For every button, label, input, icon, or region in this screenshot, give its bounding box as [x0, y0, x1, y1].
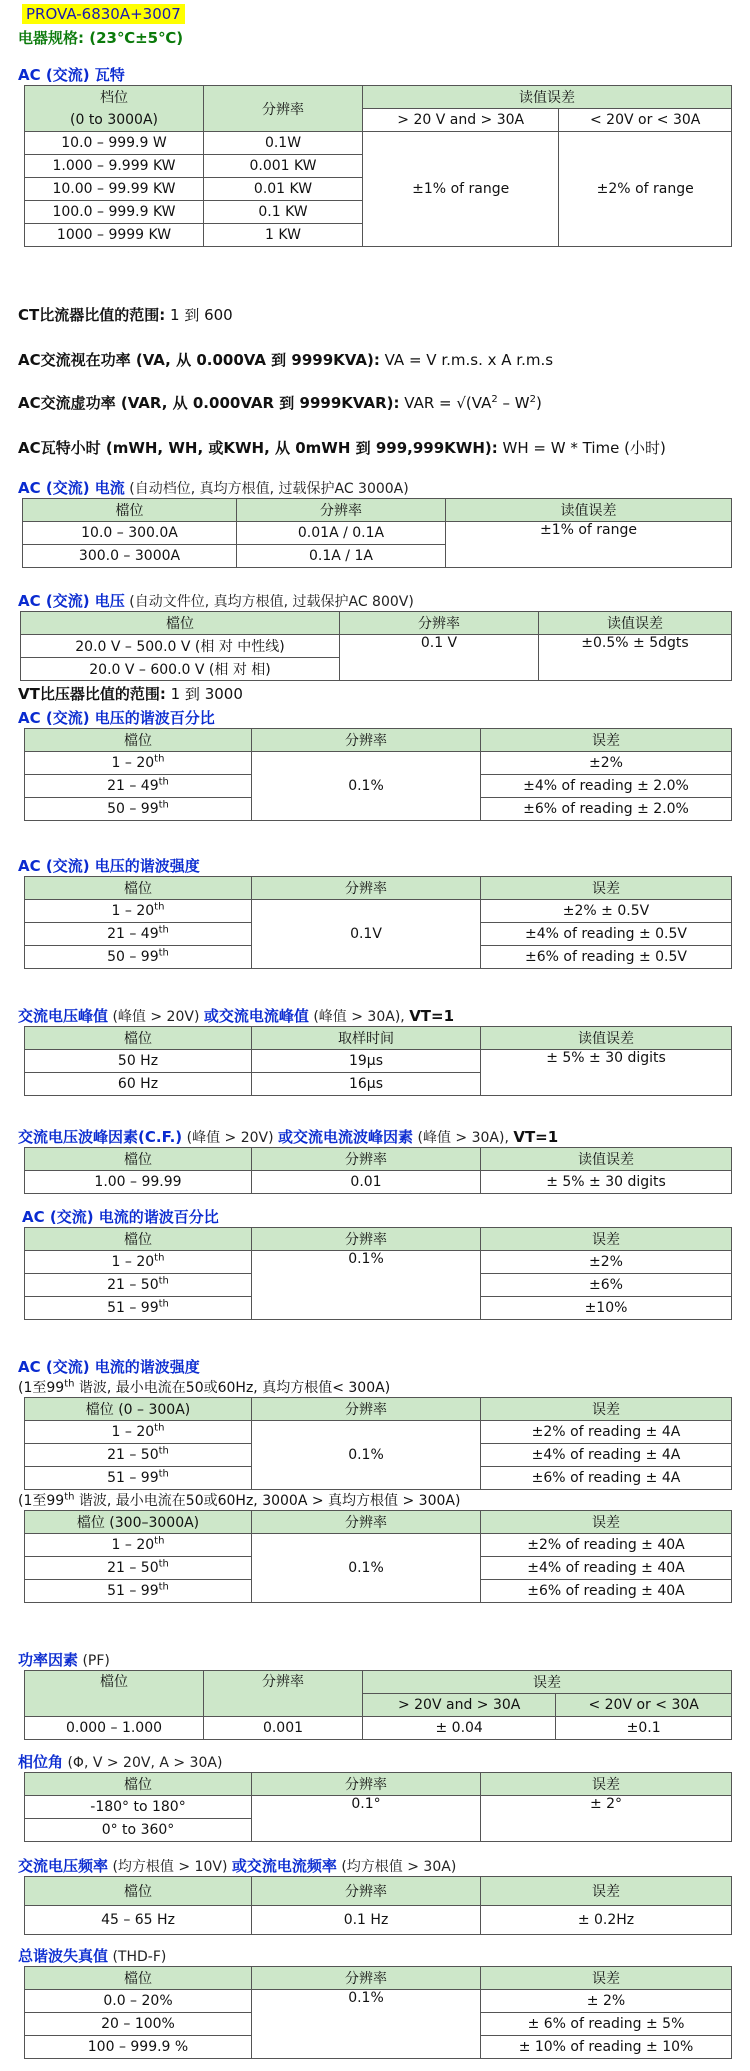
table-cell: ± 6% of reading ± 5%: [481, 2013, 732, 2036]
section-heading: AC (交流) 电流的谐波百分比: [22, 1208, 219, 1226]
col-accuracy: 误差: [481, 729, 732, 752]
table-cell: 0.1W: [204, 132, 363, 155]
table-cell: 16μs: [252, 1073, 481, 1096]
section-heading: AC (交流) 瓦特: [18, 66, 125, 84]
table-cell: ± 5% ± 30 digits: [481, 1050, 732, 1096]
table-cell: 1.000 – 9.999 KW: [25, 155, 204, 178]
table-cell: ±6% of reading ± 40A: [481, 1580, 732, 1603]
section-heading: 功率因素: [18, 1651, 79, 1669]
col-cond-low: < 20V or < 30A: [556, 1694, 732, 1717]
col-cond-high: > 20V and > 30A: [363, 1694, 556, 1717]
section-heading: AC (交流) 电流: [18, 479, 125, 497]
col-accuracy: 读值误差: [539, 612, 732, 635]
table-cell: 50 – 99th: [25, 798, 252, 821]
col-resolution: 分辨率: [252, 1398, 481, 1421]
table-cell: 0.001 KW: [204, 155, 363, 178]
table-cell: 0.001: [204, 1717, 363, 1740]
table-cell: ±1% of range: [363, 132, 559, 247]
section-note: (峰值 > 30A),: [308, 1009, 410, 1025]
table-cell: 10.00 – 99.99 KW: [25, 178, 204, 201]
section-heading: 或交流电流峰值: [203, 1007, 309, 1025]
col-accuracy: 误差: [481, 1967, 732, 1990]
ct-value: 1 到 600: [165, 306, 233, 324]
pf-table: [24, 1670, 732, 1740]
table-cell: 21 – 50th: [25, 1274, 252, 1297]
table-cell: ±2%: [481, 752, 732, 775]
table-cell: ±2% of reading ± 40A: [481, 1534, 732, 1557]
table-cell: 0.1 Hz: [252, 1906, 481, 1935]
col-accuracy: 误差: [481, 877, 732, 900]
va-line: [18, 349, 732, 370]
table-cell: 0.01A / 0.1A: [237, 522, 446, 545]
col-range: 檔位: [25, 1877, 252, 1906]
table-cell: ± 10% of reading ± 10%: [481, 2036, 732, 2059]
col-accuracy: 误差: [481, 1398, 732, 1421]
section-note: (峰值 > 20V): [182, 1130, 279, 1146]
table-cell: ±4% of reading ± 0.5V: [481, 923, 732, 946]
table-cell: ±6%: [481, 1274, 732, 1297]
col-resolution: 分辨率: [340, 612, 539, 635]
section-heading: 交流电压峰值: [18, 1007, 109, 1025]
col-cond-high: > 20 V and > 30A: [363, 109, 559, 132]
table-cell: 51 – 99th: [25, 1580, 252, 1603]
table-cell: 1 – 20th: [25, 1421, 252, 1444]
table-cell: ±2% ± 0.5V: [481, 900, 732, 923]
col-cond-low: < 20V or < 30A: [559, 109, 732, 132]
col-resolution: 分辨率: [204, 86, 363, 132]
table-cell: 0.1%: [252, 1421, 481, 1490]
table-cell: 0.1A / 1A: [237, 545, 446, 568]
table-cell: 1 KW: [204, 224, 363, 247]
phase-table: [24, 1772, 732, 1842]
section-ac-voltage: [18, 590, 732, 704]
wh-value: WH = W * Time (小时): [502, 439, 666, 457]
var-value: VAR = √(VA: [404, 394, 492, 412]
table-cell: 0.000 – 1.000: [25, 1717, 204, 1740]
section-power-factor: [18, 1649, 732, 1740]
table-cell: 0.0 – 20%: [25, 1990, 252, 2013]
table-cell: 60 Hz: [25, 1073, 252, 1096]
wh-label: AC瓦特小时 (mWH, WH, 或KWH, 从 0mWH 到 999,999KWH):: [18, 439, 498, 457]
table-cell: 1.00 – 99.99: [25, 1171, 252, 1194]
col-resolution: 分辨率: [252, 1877, 481, 1906]
section-heading: 相位角: [18, 1753, 64, 1771]
col-accuracy: 读值误差: [446, 499, 732, 522]
thd-table: [24, 1966, 732, 2059]
vt-value: 1 到 3000: [165, 685, 243, 703]
vt-setting: VT=1: [513, 1128, 559, 1146]
col-accuracy: 误差: [363, 1671, 732, 1694]
col-resolution: 分辨率: [237, 499, 446, 522]
table-cell: 1 – 20th: [25, 1251, 252, 1274]
section-ac-watt: [18, 64, 732, 247]
section-heading: 或交流电流频率: [231, 1857, 337, 1875]
col-range-sub: (0 to 3000A): [25, 109, 204, 132]
table-cell: 0.01 KW: [204, 178, 363, 201]
va-label: AC交流视在功率 (VA, 从 0.000VA 到 9999KVA):: [18, 351, 380, 369]
table-cell: 0.01: [252, 1171, 481, 1194]
var-line: [18, 392, 732, 413]
var-value: ): [535, 394, 542, 412]
peak-table: [24, 1026, 732, 1096]
section-heading: AC (交流) 电压的谐波强度: [18, 857, 200, 875]
table-cell: 100.0 – 999.9 KW: [25, 201, 204, 224]
superscript: 2: [529, 394, 536, 405]
table-cell: 1000 – 9999 KW: [25, 224, 204, 247]
col-range: 檔位: [25, 1671, 204, 1717]
table-cell: 0.1%: [252, 1990, 481, 2059]
table-cell: 0.1V: [252, 900, 481, 969]
current-table: [22, 498, 732, 568]
table-note: (1至99th 谐波, 最小电流在50或60Hz, 真均方根值< 300A): [18, 1378, 391, 1396]
voltage-table: [20, 611, 732, 681]
spec-heading: 电器规格: (23℃±5℃): [18, 29, 184, 47]
col-resolution: 分辨率: [252, 1773, 481, 1796]
table-cell: ± 5% ± 30 digits: [481, 1171, 732, 1194]
table-cell: 19μs: [252, 1050, 481, 1073]
section-crest-factor: [18, 1126, 732, 1194]
current-intensity-table-high: [24, 1510, 732, 1603]
table-cell: 10.0 – 999.9 W: [25, 132, 204, 155]
section-frequency: [18, 1855, 732, 1935]
table-cell: 20 – 100%: [25, 2013, 252, 2036]
table-cell: ± 0.2Hz: [481, 1906, 732, 1935]
table-cell: 21 – 49th: [25, 923, 252, 946]
table-cell: 50 Hz: [25, 1050, 252, 1073]
section-heading: AC (交流) 电压: [18, 592, 125, 610]
section-heading: 总谐波失真值: [18, 1947, 109, 1965]
section-voltage-harmonic-percent: [18, 707, 732, 821]
watt-table: [24, 85, 732, 247]
var-label: AC交流虚功率 (VAR, 从 0.000VAR 到 9999KVAR):: [18, 394, 400, 412]
table-cell: ± 0.04: [363, 1717, 556, 1740]
harmonic-intensity-table: [24, 876, 732, 969]
table-cell: 45 – 65 Hz: [25, 1906, 252, 1935]
col-range: 檔位: [25, 877, 252, 900]
table-cell: ± 2°: [481, 1796, 732, 1842]
section-heading: 交流电压波峰因素(C.F.): [18, 1128, 183, 1146]
col-resolution: 分辨率: [252, 1967, 481, 1990]
col-range: 檔位: [25, 1773, 252, 1796]
table-cell: 0.1 V: [340, 635, 539, 681]
section-current-harmonic-percent: [18, 1206, 732, 1320]
superscript: 2: [491, 394, 498, 405]
col-resolution: 分辨率: [252, 1148, 481, 1171]
col-accuracy: 误差: [481, 1773, 732, 1796]
vt-setting: VT=1: [409, 1007, 455, 1025]
col-sample-time: 取样时间: [252, 1027, 481, 1050]
table-cell: 51 – 99th: [25, 1467, 252, 1490]
wh-line: [18, 437, 732, 458]
table-cell: 0° to 360°: [25, 1819, 252, 1842]
table-cell: ±0.5% ± 5dgts: [539, 635, 732, 681]
col-resolution: 分辨率: [204, 1671, 363, 1717]
col-range: 档位: [25, 86, 204, 109]
table-cell: 20.0 V – 600.0 V (相 对 相): [21, 658, 340, 681]
section-current-harmonic-intensity: [18, 1356, 732, 1603]
crest-table: [24, 1147, 732, 1194]
section-thd: [18, 1945, 732, 2059]
section-voltage-harmonic-intensity: [18, 855, 732, 969]
table-cell: 0.1°: [252, 1796, 481, 1842]
table-cell: 0.1%: [252, 1534, 481, 1603]
col-resolution: 分辨率: [252, 1511, 481, 1534]
table-cell: 1 – 20th: [25, 1534, 252, 1557]
model-title: PROVA-6830A+3007: [22, 4, 185, 24]
col-resolution: 分辨率: [252, 1228, 481, 1251]
col-range: 檔位: [25, 1967, 252, 1990]
frequency-table: [24, 1876, 732, 1935]
table-cell: ±4% of reading ± 2.0%: [481, 775, 732, 798]
col-range: 檔位: [25, 1228, 252, 1251]
table-cell: 1 – 20th: [25, 900, 252, 923]
col-range: 檔位 (0 – 300A): [25, 1398, 252, 1421]
section-note: (峰值 > 30A),: [413, 1130, 514, 1146]
table-cell: 0.1 KW: [204, 201, 363, 224]
table-cell: ±1% of range: [446, 522, 732, 568]
ct-ratio-line: [18, 304, 732, 325]
section-note: (均方根值 > 30A): [336, 1859, 457, 1875]
table-note: (1至99th 谐波, 最小电流在50或60Hz, 3000A > 真均方根值 > 300A): [18, 1491, 461, 1509]
col-range: 檔位 (300–3000A): [25, 1511, 252, 1534]
harmonic-percent-table: [24, 728, 732, 821]
table-cell: ±2% of range: [559, 132, 732, 247]
col-accuracy: 读值误差: [363, 86, 732, 109]
col-range: 檔位: [25, 729, 252, 752]
col-accuracy: 误差: [481, 1228, 732, 1251]
col-accuracy: 误差: [481, 1511, 732, 1534]
col-accuracy: 读值误差: [481, 1148, 732, 1171]
table-cell: 0.1%: [252, 752, 481, 821]
table-cell: 21 – 50th: [25, 1444, 252, 1467]
table-cell: ±2%: [481, 1251, 732, 1274]
col-range: 檔位: [25, 1148, 252, 1171]
col-resolution: 分辨率: [252, 877, 481, 900]
section-heading: AC (交流) 电压的谐波百分比: [18, 709, 215, 727]
col-resolution: 分辨率: [252, 729, 481, 752]
table-cell: 20.0 V – 500.0 V (相 对 中性线): [21, 635, 340, 658]
section-note: (THD-F): [108, 1949, 167, 1965]
section-note: (均方根值 > 10V): [108, 1859, 232, 1875]
table-cell: ±2% of reading ± 4A: [481, 1421, 732, 1444]
table-cell: 21 – 50th: [25, 1557, 252, 1580]
table-cell: ±6% of reading ± 4A: [481, 1467, 732, 1490]
va-value: VA = V r.m.s. x A r.m.s: [384, 351, 554, 369]
table-cell: ±4% of reading ± 40A: [481, 1557, 732, 1580]
table-cell: 100 – 999.9 %: [25, 2036, 252, 2059]
section-note: (自动档位, 真均方根值, 过载保护AC 3000A): [124, 481, 409, 497]
section-note: (PF): [78, 1653, 110, 1669]
table-cell: -180° to 180°: [25, 1796, 252, 1819]
section-note: (Φ, V > 20V, A > 30A): [63, 1755, 223, 1771]
table-cell: ±10%: [481, 1297, 732, 1320]
col-accuracy: 误差: [481, 1877, 732, 1906]
table-cell: 51 – 99th: [25, 1297, 252, 1320]
current-intensity-table-low: [24, 1397, 732, 1490]
col-range: 檔位: [25, 1027, 252, 1050]
table-cell: 300.0 – 3000A: [23, 545, 237, 568]
section-phase-angle: [18, 1751, 732, 1842]
ct-label: CT比流器比值的范围:: [18, 306, 166, 324]
table-cell: ±0.1: [556, 1717, 732, 1740]
section-heading: AC (交流) 电流的谐波强度: [18, 1358, 200, 1376]
table-cell: 50 – 99th: [25, 946, 252, 969]
section-peak-values: [18, 1005, 732, 1096]
col-range: 檔位: [23, 499, 237, 522]
table-cell: 1 – 20th: [25, 752, 252, 775]
vt-label: VT比压器比值的范围:: [18, 685, 166, 703]
section-heading: 或交流电流波峰因素: [278, 1128, 414, 1146]
table-cell: 21 – 49th: [25, 775, 252, 798]
section-ac-current: [18, 477, 732, 568]
col-range: 檔位: [21, 612, 340, 635]
table-cell: ±4% of reading ± 4A: [481, 1444, 732, 1467]
table-cell: ±6% of reading ± 2.0%: [481, 798, 732, 821]
table-cell: 10.0 – 300.0A: [23, 522, 237, 545]
table-cell: ± 2%: [481, 1990, 732, 2013]
section-note: (峰值 > 20V): [108, 1009, 204, 1025]
col-accuracy: 读值误差: [481, 1027, 732, 1050]
section-heading: 交流电压频率: [18, 1857, 109, 1875]
current-harmonic-percent-table: [24, 1227, 732, 1320]
table-cell: ±6% of reading ± 0.5V: [481, 946, 732, 969]
var-value: – W: [497, 394, 530, 412]
table-cell: 0.1%: [252, 1251, 481, 1320]
section-note: (自动文件位, 真均方根值, 过载保护AC 800V): [124, 594, 414, 610]
